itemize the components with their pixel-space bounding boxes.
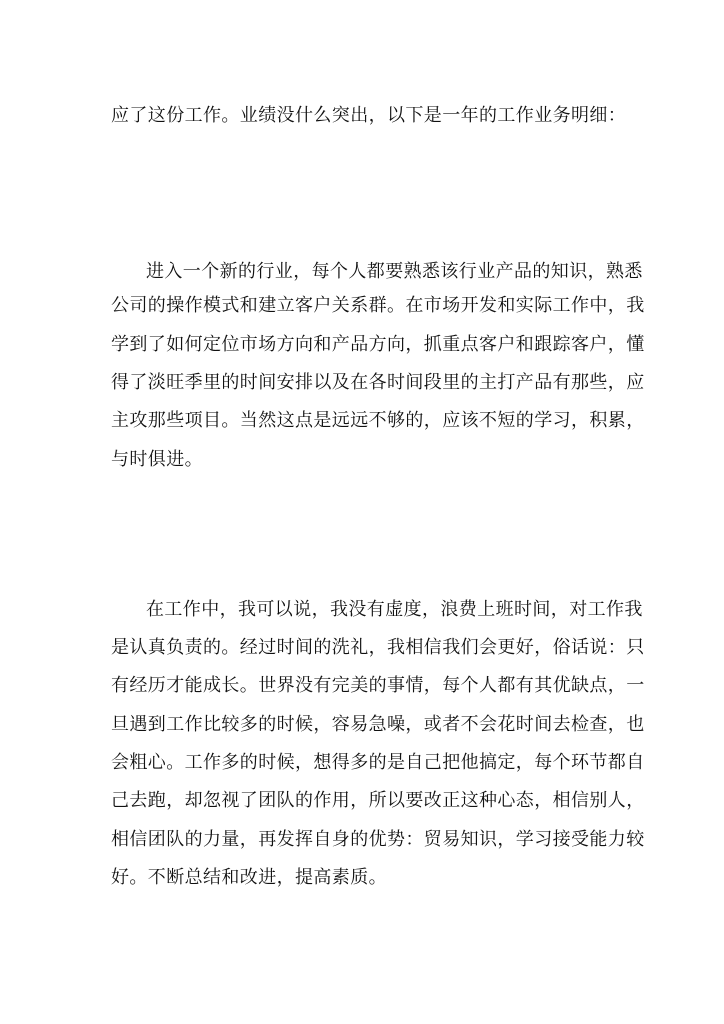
paragraph-2-line-1: 进入一个新的行业，每个人都要熟悉该行业产品的知识，熟悉 — [146, 261, 643, 282]
paragraph-2-line-2: 公司的操作模式和建立客户关系群。在市场开发和实际工作中，我 — [111, 295, 645, 316]
paragraph-1-line-1: 应了这份工作。业绩没什么突出，以下是一年的工作业务明细： — [111, 105, 627, 126]
paragraph-3-line-3: 有经历才能成长。世界没有完美的事情，每个人都有其优缺点，一 — [111, 675, 645, 696]
paragraph-2-line-5: 主攻那些项目。当然这点是远远不够的，应该不短的学习，积累， — [111, 410, 645, 431]
paragraph-3-line-4: 旦遇到工作比较多的时候，容易急噪，或者不会花时间去检查，也 — [111, 714, 645, 735]
paragraph-3-line-8: 好。不断总结和改进，提高素质。 — [111, 867, 387, 888]
paragraph-2-line-4: 得了淡旺季里的时间安排以及在各时间段里的主打产品有那些，应 — [111, 372, 645, 393]
paragraph-2-line-6: 与时俱进。 — [111, 449, 203, 470]
paragraph-3-line-6: 己去跑，却忽视了团队的作用，所以要改正这种心态，相信别人， — [111, 790, 645, 811]
paragraph-3-line-1: 在工作中，我可以说，我没有虚度，浪费上班时间，对工作我 — [146, 599, 643, 620]
paragraph-3-line-2: 是认真负责的。经过时间的洗礼，我相信我们会更好，俗话说：只 — [111, 637, 645, 658]
paragraph-3-line-7: 相信团队的力量，再发挥自身的优势：贸易知识，学习接受能力较 — [111, 829, 645, 850]
paragraph-3-line-5: 会粗心。工作多的时候，想得多的是自己把他搞定，每个环节都自 — [111, 752, 645, 773]
paragraph-2-line-3: 学到了如何定位市场方向和产品方向，抓重点客户和跟踪客户，懂 — [111, 334, 645, 355]
